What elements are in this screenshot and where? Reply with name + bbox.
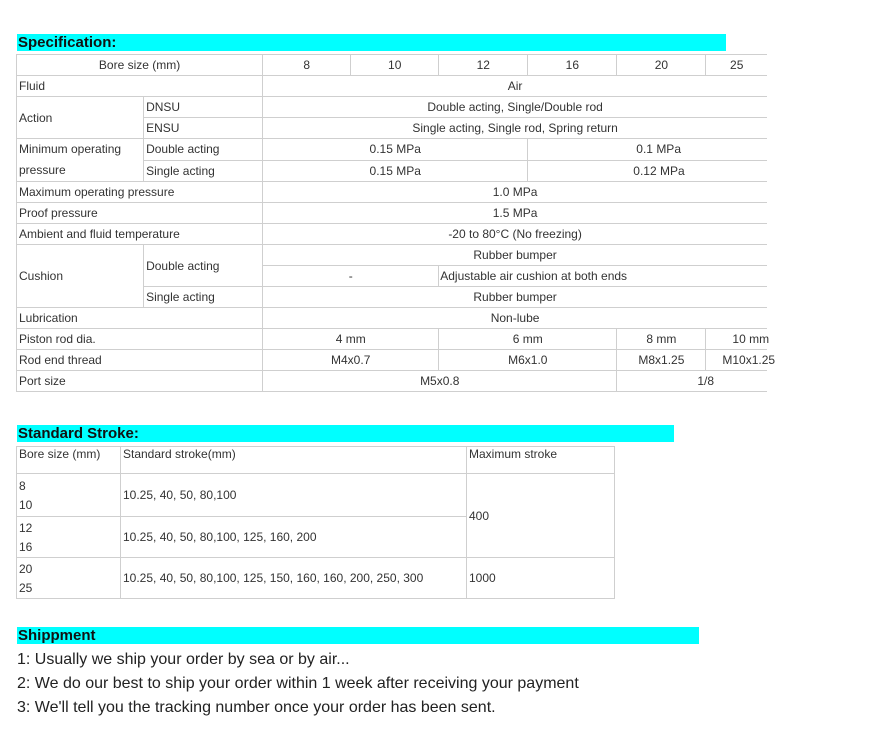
piston-rod-8mm: 8 mm <box>617 329 706 350</box>
shipment-line-3: 3: We'll tell you the tracking number once your order has been sent. <box>17 699 496 716</box>
rod-thread-m6: M6x1.0 <box>439 350 617 371</box>
min-pressure-double-label: Double acting <box>144 139 263 161</box>
proof-pressure-label: Proof pressure <box>17 203 263 224</box>
min-pressure-label-line2: pressure <box>19 163 66 177</box>
table-row <box>17 139 768 161</box>
piston-rod-6mm: 6 mm <box>439 329 617 350</box>
table-row <box>17 329 768 350</box>
rod-thread-m4: M4x0.7 <box>263 350 439 371</box>
stroke-bores-8-10 <box>17 474 121 517</box>
table-row <box>17 308 768 329</box>
table-row <box>17 97 768 118</box>
shipment-heading-text: Shippment <box>18 627 96 644</box>
stroke-bore-12: 12 <box>19 521 33 535</box>
stroke-values-20-25: 10.25, 40, 50, 80,100, 125, 150, 160, 160, 200, 250, 300 <box>121 558 467 599</box>
max-stroke-400: 400 <box>467 474 615 558</box>
cushion-double-label: Double acting <box>144 245 263 287</box>
ensu-value: Single acting, Single rod, Spring return <box>263 118 767 139</box>
table-row <box>17 182 768 203</box>
ensu-label: ENSU <box>144 118 263 139</box>
port-size-large: 1/8 <box>617 371 767 392</box>
min-pressure-label-line1: Minimum operating <box>19 142 122 156</box>
standard-stroke-table <box>16 446 615 599</box>
bore-12: 12 <box>439 55 528 76</box>
fluid-label: Fluid <box>17 76 263 97</box>
proof-pressure-value: 1.5 MPa <box>263 203 767 224</box>
stroke-bore-20: 20 <box>19 562 33 576</box>
table-row <box>17 245 768 266</box>
lubrication-value: Non-lube <box>263 308 767 329</box>
port-size-label: Port size <box>17 371 263 392</box>
table-row <box>17 224 768 245</box>
min-pressure-label <box>17 139 144 182</box>
temperature-value: -20 to 80°C (No freezing) <box>263 224 767 245</box>
table-row <box>17 203 768 224</box>
stroke-values-12-16: 10.25, 40, 50, 80,100, 125, 160, 200 <box>121 517 467 558</box>
stroke-bores-12-16 <box>17 517 121 558</box>
min-pressure-single-label: Single acting <box>144 160 263 182</box>
min-pressure-double-large: 0.1 MPa <box>528 139 767 161</box>
piston-rod-4mm: 4 mm <box>263 329 439 350</box>
lubrication-label: Lubrication <box>17 308 263 329</box>
specification-heading <box>17 34 726 51</box>
piston-rod-10mm: 10 mm <box>706 329 767 350</box>
shipment-line-1: 1: Usually we ship your order by sea or by air... <box>17 651 350 668</box>
bore-size-label: Bore size (mm) <box>17 55 263 76</box>
stroke-bore-10: 10 <box>19 498 33 512</box>
stroke-header-max: Maximum stroke <box>467 447 615 474</box>
bore-16: 16 <box>528 55 617 76</box>
table-row <box>17 55 768 76</box>
rod-thread-label: Rod end thread <box>17 350 263 371</box>
cushion-single-label: Single acting <box>144 287 263 308</box>
max-pressure-value: 1.0 MPa <box>263 182 767 203</box>
cushion-double-small: - <box>263 266 439 287</box>
dnsu-label: DNSU <box>144 97 263 118</box>
stroke-bore-25: 25 <box>19 581 33 595</box>
bore-25: 25 <box>706 55 767 76</box>
specification-table <box>16 54 776 392</box>
rod-thread-m8: M8x1.25 <box>617 350 706 371</box>
fluid-value: Air <box>263 76 767 97</box>
cushion-double-top: Rubber bumper <box>263 245 767 266</box>
min-pressure-double-small: 0.15 MPa <box>263 139 528 161</box>
stroke-bore-8: 8 <box>19 479 26 493</box>
table-row <box>17 558 615 599</box>
table-row <box>17 76 768 97</box>
stroke-values-8-10: 10.25, 40, 50, 80,100 <box>121 474 467 517</box>
bore-8: 8 <box>263 55 351 76</box>
stroke-bores-20-25 <box>17 558 121 599</box>
stroke-header-standard: Standard stroke(mm) <box>121 447 467 474</box>
table-row <box>17 350 768 371</box>
stroke-header-bore: Bore size (mm) <box>17 447 121 474</box>
rod-thread-m10: M10x1.25 <box>706 350 767 371</box>
max-pressure-label: Maximum operating pressure <box>17 182 263 203</box>
table-row <box>17 371 768 392</box>
table-row <box>17 474 615 517</box>
shipment-heading <box>17 627 699 644</box>
piston-rod-label: Piston rod dia. <box>17 329 263 350</box>
min-pressure-single-small: 0.15 MPa <box>263 160 528 182</box>
specification-heading-text: Specification: <box>18 34 117 51</box>
min-pressure-single-large: 0.12 MPa <box>528 160 767 182</box>
temperature-label: Ambient and fluid temperature <box>17 224 263 245</box>
shipment-line-2: 2: We do our best to ship your order within 1 week after receiving your payment <box>17 675 579 692</box>
standard-stroke-heading-text: Standard Stroke: <box>18 425 139 442</box>
dnsu-value: Double acting, Single/Double rod <box>263 97 767 118</box>
action-label: Action <box>17 97 144 139</box>
table-row <box>17 447 615 474</box>
bore-10: 10 <box>351 55 439 76</box>
cushion-double-large: Adjustable air cushion at both ends <box>439 266 767 287</box>
bore-20: 20 <box>617 55 706 76</box>
max-stroke-1000: 1000 <box>467 558 615 599</box>
cushion-label: Cushion <box>17 245 144 308</box>
port-size-small: M5x0.8 <box>263 371 617 392</box>
standard-stroke-heading <box>17 425 674 442</box>
cushion-single-value: Rubber bumper <box>263 287 767 308</box>
stroke-bore-16: 16 <box>19 540 33 554</box>
